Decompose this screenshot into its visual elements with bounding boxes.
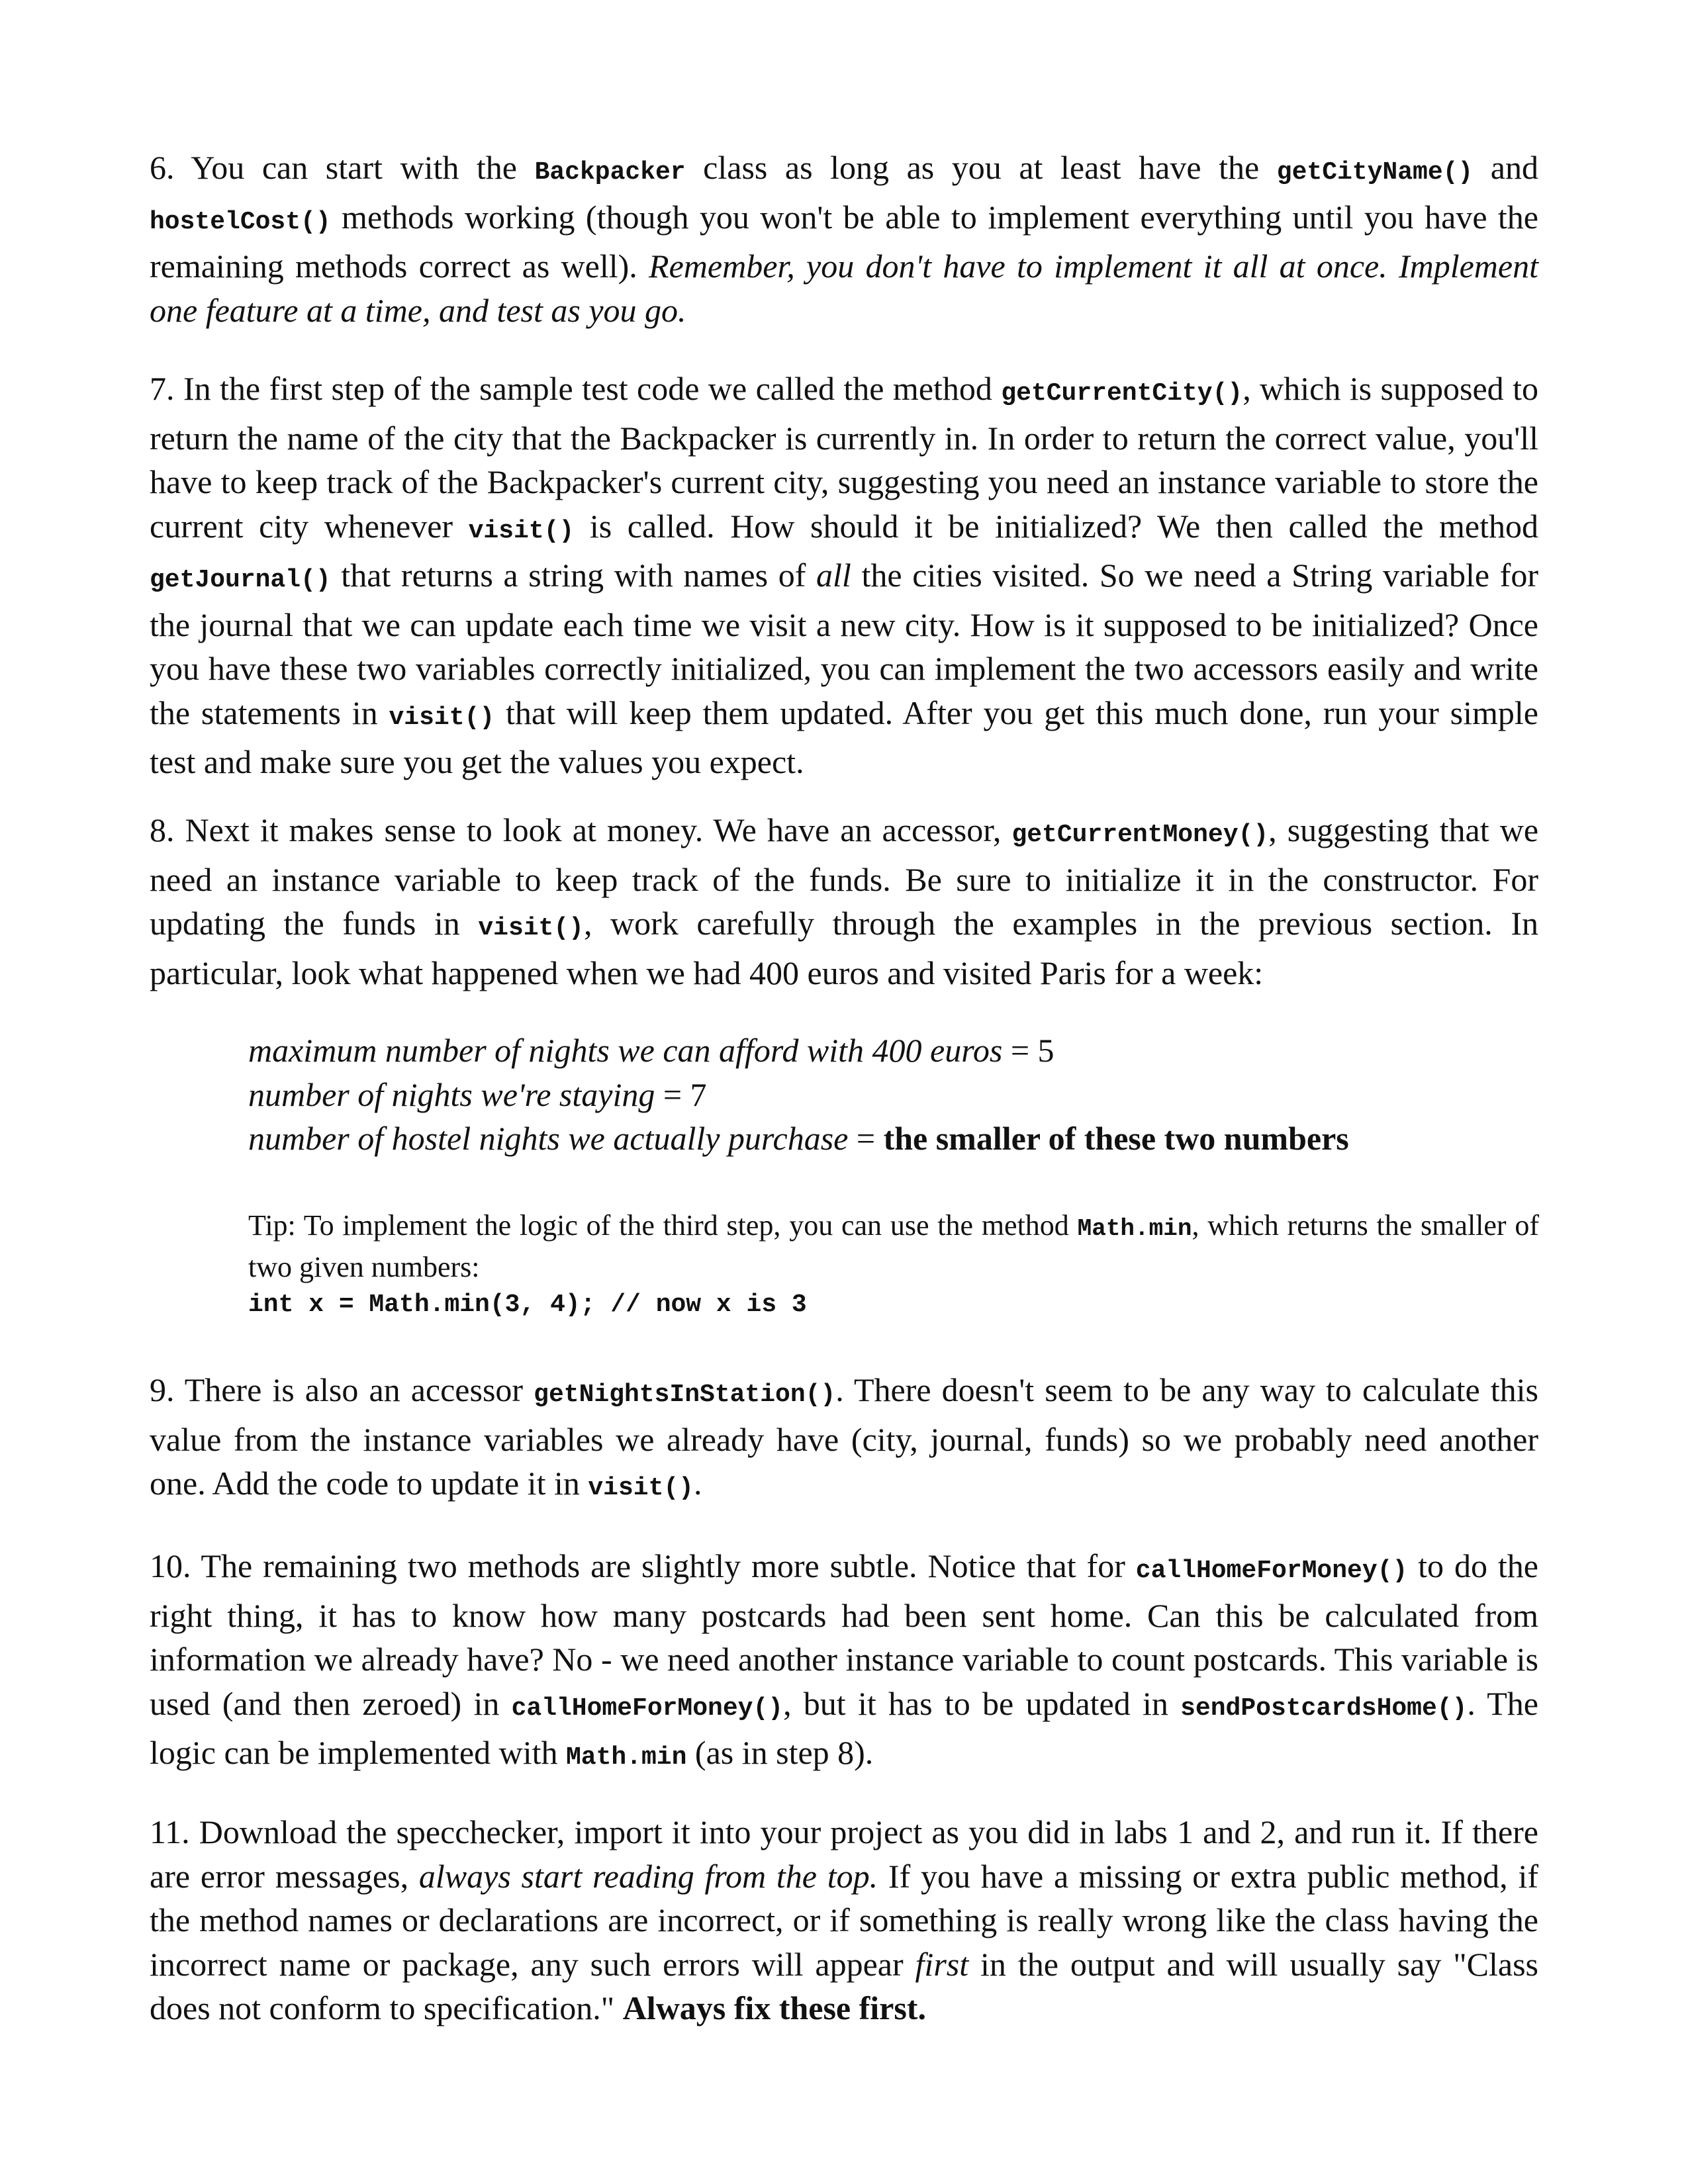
step-number: 7.	[150, 370, 175, 407]
code-method: getJournal()	[150, 566, 331, 594]
paragraph-9: 9. There is also an accessor getNightsInStation(). There doesn't seem to be any way to calculate this value from the instance variables we already have (city, journal, funds) so we probably need another one. Add the code to update it in visit().	[150, 1371, 1539, 1502]
code-method: callHomeForMoney()	[1135, 1557, 1408, 1585]
code-method: sendPostcardsHome()	[1180, 1694, 1468, 1723]
code-method: visit()	[468, 516, 575, 545]
paragraph-8: 8. Next it makes sense to look at money. We have an accessor, getCurrentMoney(), suggesting that we need an instance variable to keep track of the funds. Be sure to initialize it in the constructor. For updating the funds in visit(), work carefully through the examples in the previous section. In particular, look what happened when we had 400 euros and visited Paris for a week:	[150, 811, 1539, 991]
code-method: visit()	[478, 914, 584, 942]
code-method: getCityName()	[1276, 158, 1474, 187]
code-method: visit()	[389, 703, 495, 732]
code-method: getCurrentMoney()	[1011, 821, 1269, 849]
step-number: 8.	[150, 811, 175, 848]
code-method: Math.min	[565, 1743, 687, 1772]
bold-emphasis: Always fix these first.	[622, 1989, 926, 2026]
tip-note: Tip: To implement the logic of the third step, you can use the method Math.min, which returns the smaller of two given numbers:	[248, 1209, 1540, 1283]
code-method: visit()	[588, 1474, 694, 1502]
italic-emphasis: first	[915, 1945, 969, 1983]
italic-emphasis: always start reading from the top.	[418, 1857, 878, 1895]
code-method: getNightsInStation()	[534, 1381, 836, 1409]
step-number: 6.	[150, 149, 175, 186]
paragraph-10: 10. The remaining two methods are slightly more subtle. Notice that for callHomeForMoney() to do the right thing, it has to know how many postcards had been sent home. Can this be calculated from information we already have? No - we need another instance variable to count postcards. This variable is used (and then zeroed) in callHomeForMoney(), but it has to be updated in sendPostcardsHome(). The logic can be implemented with Math.min (as in step 8).	[150, 1547, 1538, 1772]
code-method: getCurrentCity()	[1001, 379, 1243, 408]
step-number: 11.	[150, 1813, 190, 1850]
step-number: 10.	[150, 1547, 191, 1584]
example-calculation	[248, 1028, 1539, 1161]
italic-emphasis: all	[816, 557, 851, 594]
paragraph-6: 6. You can start with the Backpacker class as long as you at least have the getCityName() and hostelCost() methods working (though you won't be able to implement everything until you have the remaining methods correct as well). Remember, you don't have to implement it all at once. Implement one feature at a time, and test as you go.	[150, 149, 1538, 329]
code-method: Math.min	[1077, 1215, 1192, 1242]
code-class-name: Backpacker	[534, 158, 686, 187]
step-number: 9.	[150, 1371, 175, 1408]
paragraph-7: 7. In the first step of the sample test code we called the method getCurrentCity(), which is supposed to return the name of the city that the Backpacker is currently in. In order to return the correct value, you'll have to keep track of the Backpacker's current city, suggesting you need an instance variable to store the current city whenever visit() is called. How should it be initialized? We then called the method getJournal() that returns a string with names of all the cities visited. So we need a String variable for the journal that we can update each time we visit a new city. How is it supposed to be initialized? Once you have these two variables correctly initialized, you can implement the two accessors easily and write the statements in visit() that will keep them updated. After you get this much done, run your simple test and make sure you get the values you expect.	[150, 370, 1539, 780]
italic-emphasis: Remember, you don't have to implement it all at once. Implement one feature at a time, and test as you go.	[150, 248, 1538, 329]
code-example-line: int x = Math.min(3, 4); // now x is 3	[248, 1291, 807, 1319]
example-line-nights-staying: number of nights we're staying = 7	[248, 1075, 707, 1113]
example-line-nights-purchased: number of hostel nights we actually purchase = the smaller of these two numbers	[248, 1120, 1349, 1157]
paragraph-11: 11. Download the specchecker, import it into your project as you did in labs 1 and 2, and run it. If there are error messages, always start reading from the top. If you have a missing or extra public method, if the method names or declarations are incorrect, or if something is really wrong like the class having the incorrect name or package, any such errors will appear first in the output and will usually say "Class does not conform to specification." Always fix these first.	[150, 1813, 1539, 2026]
example-line-max-nights: maximum number of nights we can afford with 400 euros = 5	[248, 1032, 1055, 1069]
code-method: callHomeForMoney()	[511, 1694, 784, 1723]
code-method: hostelCost()	[150, 207, 331, 236]
